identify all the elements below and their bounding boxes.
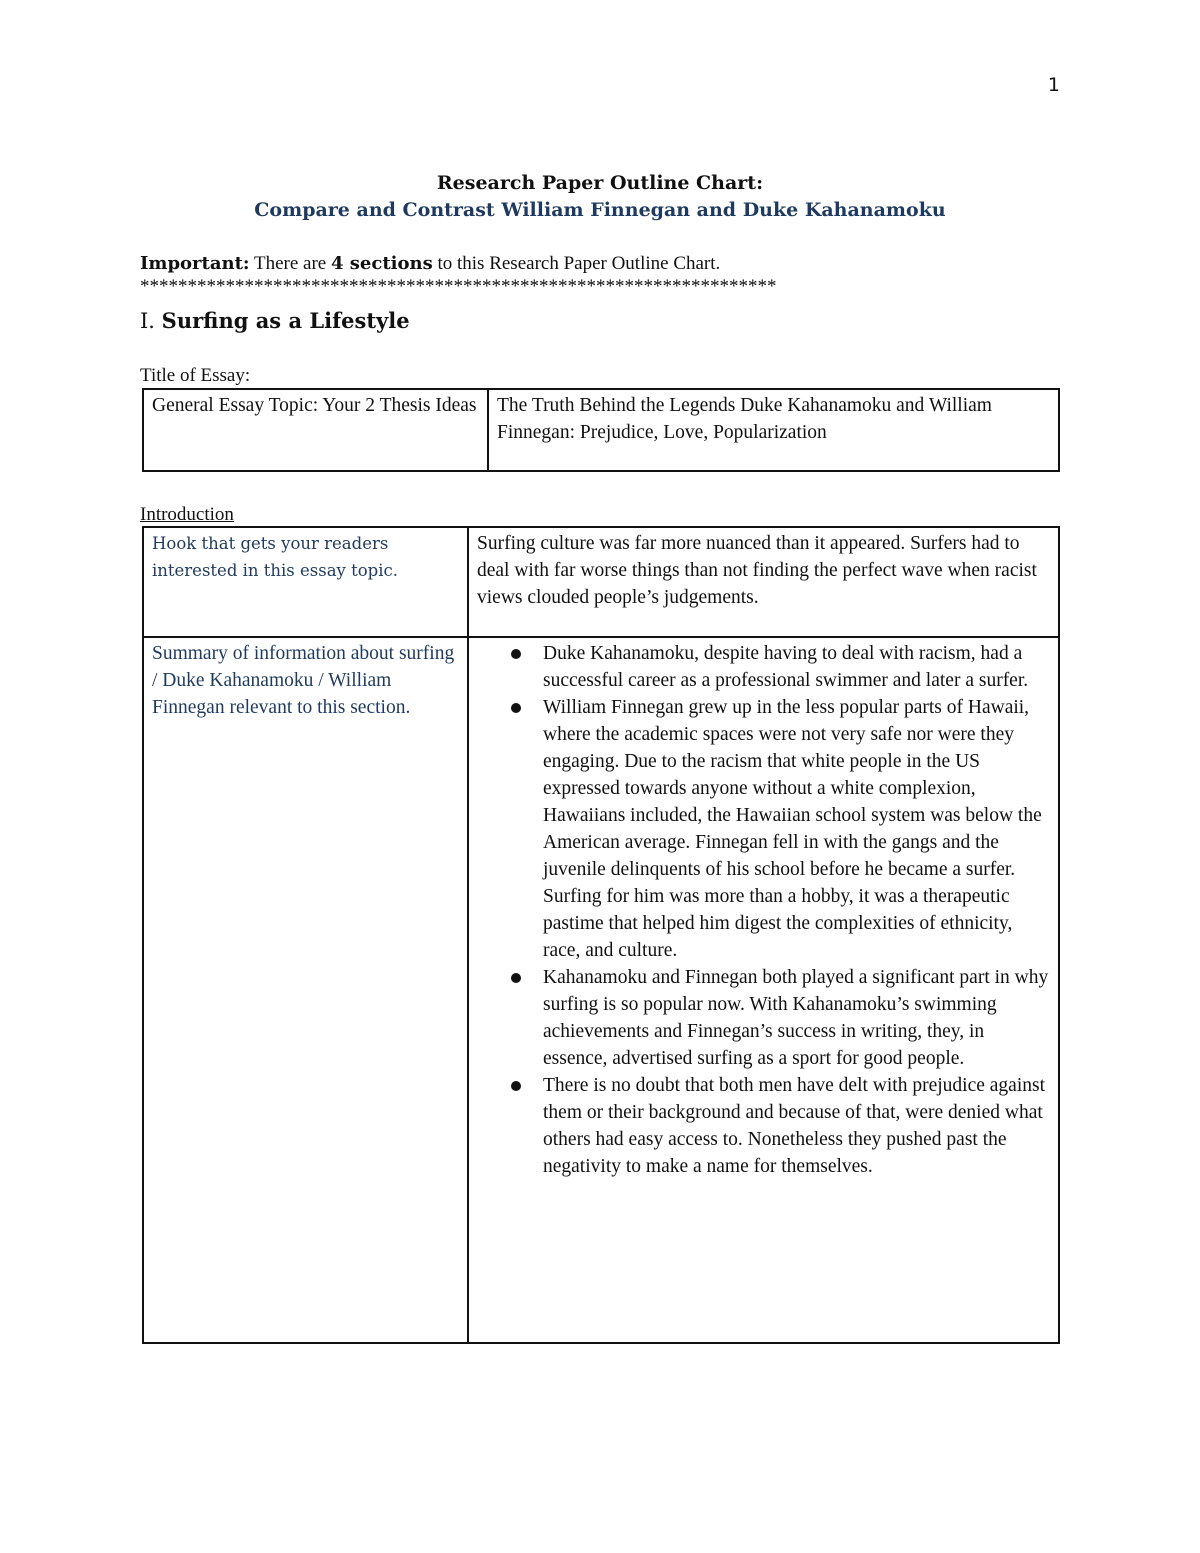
important-label: Important: xyxy=(140,253,250,274)
section-heading xyxy=(140,306,410,336)
summary-label: Summary of information about surfing / Duke Kahanamoku / William Finnegan relevant to this section. xyxy=(152,643,455,718)
important-note xyxy=(140,251,1080,277)
title-block xyxy=(140,170,1060,224)
hook-label: Hook that gets your readers interested in this essay topic. xyxy=(152,534,399,580)
section-title: Surfing as a Lifestyle xyxy=(161,308,410,333)
asterisk-divider: ******************************************************************* xyxy=(140,276,777,297)
page-subtitle: Compare and Contrast William Finnegan and Duke Kahanamoku xyxy=(254,199,946,221)
introduction-table xyxy=(142,526,1060,1344)
title-of-essay-label: Title of Essay: xyxy=(140,365,251,386)
essay-title-cell: The Truth Behind the Legends Duke Kahanamoku and William Finnegan: Prejudice, Love, Popularization xyxy=(488,389,1059,471)
summary-bullet-list xyxy=(469,640,1050,1180)
general-topic-cell: General Essay Topic: Your 2 Thesis Ideas xyxy=(143,389,488,471)
table-row xyxy=(143,637,1059,1343)
hook-label-cell xyxy=(143,527,468,637)
important-text-before: There are xyxy=(254,253,327,274)
list-item: Kahanamoku and Finnegan both played a significant part in why surfing is so popular now. With Kahanamoku’s swimming achievements and Finnegan’s success in writing, they, in essence, advertised surfing as a sport for good people. xyxy=(469,964,1050,1072)
page-number: 1 xyxy=(1047,74,1060,96)
list-item: William Finnegan grew up in the less popular parts of Hawaii, where the academic spaces were not very safe nor were they engaging. Due to the racism that white people in the US expressed towards anyone without a white complexion, Hawaiians included, the Hawaiian school system was below the American average. Finnegan fell in with the gangs and the juvenile delinquents of his school before he became a surfer. Surfing for him was more than a hobby, it was a therapeutic pastime that helped him digest the complexities of ethnicity, race, and culture. xyxy=(469,694,1050,964)
table-row xyxy=(143,527,1059,637)
page-title: Research Paper Outline Chart: xyxy=(436,172,764,194)
introduction-label: Introduction xyxy=(140,504,234,525)
list-item: There is no doubt that both men have delt with prejudice against them or their background and because of that, were denied what others had easy access to. Nonetheless they pushed past the negativity to make a name for themselves. xyxy=(469,1072,1050,1180)
important-text-after: to this Research Paper Outline Chart. xyxy=(437,253,721,274)
summary-label-cell xyxy=(143,637,468,1343)
section-number: I. xyxy=(140,309,155,333)
hook-text-cell: Surfing culture was far more nuanced than it appeared. Surfers had to deal with far worse things than not finding the perfect wave when racist views clouded people’s judgements. xyxy=(468,527,1059,637)
list-item: Duke Kahanamoku, despite having to deal with racism, had a successful career as a professional swimmer and later a surfer. xyxy=(469,640,1050,694)
summary-bullets-cell xyxy=(468,637,1059,1343)
table-row xyxy=(143,389,1059,471)
important-bold: 4 sections xyxy=(331,253,433,274)
title-table xyxy=(142,388,1060,472)
